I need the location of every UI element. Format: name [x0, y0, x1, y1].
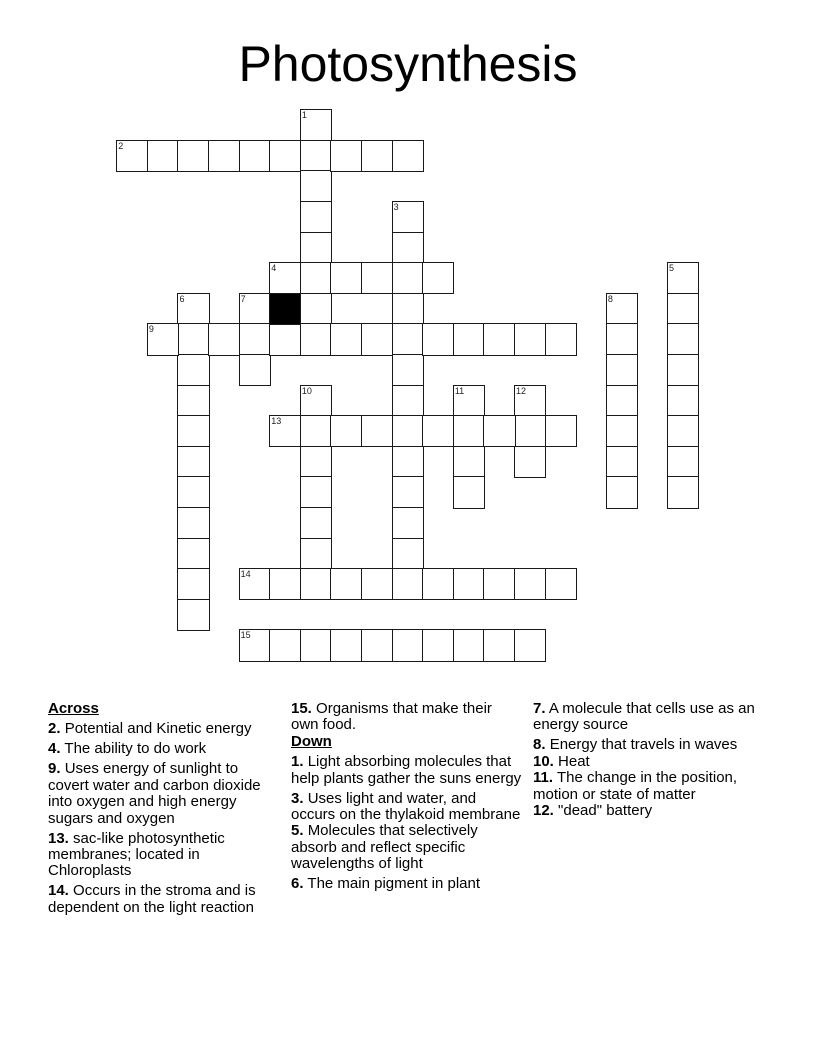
- grid-cell[interactable]: [300, 629, 332, 661]
- puzzle-title: Photosynthesis: [238, 36, 578, 92]
- grid-cell[interactable]: [361, 140, 393, 172]
- clue-number: 1: [301, 110, 307, 121]
- clues-column-3: [533, 701, 763, 823]
- grid-cell[interactable]: [177, 140, 209, 172]
- grid-cell[interactable]: [300, 232, 332, 264]
- grid-cell[interactable]: [300, 538, 332, 570]
- grid-cell[interactable]: [392, 262, 424, 294]
- grid-cell[interactable]: [300, 170, 332, 202]
- grid-cell[interactable]: [667, 476, 699, 508]
- clue-number: 14: [240, 569, 251, 580]
- clue-number: 7: [240, 293, 246, 304]
- clue-number: 3: [393, 202, 399, 213]
- clue-across-13: 13. sac-like photosynthetic membranes; located in Chloroplasts: [48, 829, 225, 880]
- clue-number: 4: [271, 263, 277, 274]
- clue-number: 8: [607, 293, 613, 304]
- grid-cell[interactable]: [330, 415, 362, 447]
- grid-cell[interactable]: [208, 140, 240, 172]
- grid-cell[interactable]: [667, 262, 699, 294]
- grid-cell[interactable]: [300, 201, 332, 233]
- grid-cell[interactable]: [177, 599, 209, 631]
- grid-cell[interactable]: [361, 262, 393, 294]
- clue-down-8: 8. Energy that travels in waves: [533, 736, 738, 754]
- grid-cell[interactable]: [392, 323, 424, 355]
- grid-cell[interactable]: [392, 293, 424, 325]
- clue-down-1: 1. Light absorbing molecules that help plants gather the suns energy: [291, 753, 522, 787]
- grid-cell[interactable]: [177, 507, 209, 539]
- grid-cell[interactable]: [300, 385, 332, 417]
- grid-cell[interactable]: [177, 323, 209, 355]
- grid-cell[interactable]: [514, 323, 546, 355]
- grid-cell[interactable]: [300, 476, 332, 508]
- clue-number: 10: [301, 385, 312, 396]
- grid-cell[interactable]: [300, 109, 332, 141]
- grid-cell[interactable]: [330, 262, 362, 294]
- grid-cell[interactable]: [392, 446, 424, 478]
- grid-cell[interactable]: [483, 323, 515, 355]
- grid-cell[interactable]: [606, 385, 638, 417]
- grid-cell[interactable]: [300, 323, 332, 355]
- grid-cell[interactable]: [361, 323, 393, 355]
- grid-cell[interactable]: [239, 354, 271, 386]
- clue-down-6: 6. The main pigment in plant: [291, 875, 481, 893]
- grid-cell[interactable]: [177, 446, 209, 478]
- grid-cell[interactable]: [147, 323, 179, 355]
- clue-across-2: 2. Potential and Kinetic energy: [48, 720, 252, 738]
- grid-cell[interactable]: [667, 293, 699, 325]
- grid-cell[interactable]: [239, 323, 271, 355]
- grid-cell[interactable]: [453, 568, 485, 600]
- grid-cell[interactable]: [453, 323, 485, 355]
- grid-cell[interactable]: [392, 140, 424, 172]
- grid-cell[interactable]: [392, 354, 424, 386]
- grid-cell[interactable]: [361, 629, 393, 661]
- grid-cell[interactable]: [300, 507, 332, 539]
- clue-across-14: 14. Occurs in the stroma and is dependent on the light reaction: [48, 882, 256, 916]
- grid-cell[interactable]: [667, 385, 699, 417]
- clues-column-2: [291, 701, 523, 896]
- grid-cell[interactable]: [392, 201, 424, 233]
- clue-down-11: 11. The change in the position, motion or state of matter: [533, 769, 738, 803]
- grid-cell[interactable]: [514, 446, 546, 478]
- clue-down-12: 12. "dead" battery: [533, 802, 653, 820]
- grid-cell[interactable]: [300, 262, 332, 294]
- clue-number: 15: [240, 630, 251, 641]
- grid-cell[interactable]: [177, 385, 209, 417]
- grid-cell[interactable]: [545, 323, 577, 355]
- grid-cell[interactable]: [514, 415, 546, 447]
- down-heading: Down: [291, 732, 332, 750]
- grid-cell[interactable]: [361, 415, 393, 447]
- grid-cell[interactable]: [300, 446, 332, 478]
- clue-number: 5: [669, 263, 675, 274]
- grid-cell[interactable]: [269, 568, 301, 600]
- grid-cell[interactable]: [514, 385, 546, 417]
- clue-down-10: 10. Heat: [533, 752, 590, 770]
- black-cell: [269, 293, 301, 325]
- grid-cell[interactable]: [392, 232, 424, 264]
- clue-number: 13: [271, 416, 282, 427]
- grid-cell[interactable]: [453, 446, 485, 478]
- grid-cell[interactable]: [392, 507, 424, 539]
- grid-cell[interactable]: [239, 568, 271, 600]
- grid-cell[interactable]: [330, 323, 362, 355]
- grid-cell[interactable]: [177, 476, 209, 508]
- grid-cell[interactable]: [667, 354, 699, 386]
- grid-cell[interactable]: [239, 293, 271, 325]
- grid-cell[interactable]: [483, 629, 515, 661]
- grid-cell[interactable]: [330, 629, 362, 661]
- grid-cell[interactable]: [453, 629, 485, 661]
- clue-across-15: 15. Organisms that make their own food.: [291, 700, 492, 734]
- grid-cell[interactable]: [392, 415, 424, 447]
- clue-down-3: 3. Uses light and water, and occurs on the thylakoid membrane: [291, 789, 521, 824]
- grid-cell[interactable]: [422, 415, 454, 447]
- clue-down-7: 7. A molecule that cells use as an energy source: [533, 700, 755, 734]
- grid-cell[interactable]: [208, 323, 240, 355]
- grid-cell[interactable]: [545, 415, 577, 447]
- grid-cell[interactable]: [392, 538, 424, 570]
- grid-cell[interactable]: [177, 568, 209, 600]
- grid-cell[interactable]: [422, 568, 454, 600]
- grid-cell[interactable]: [177, 538, 209, 570]
- grid-cell[interactable]: [116, 140, 148, 172]
- grid-cell[interactable]: [269, 323, 301, 355]
- grid-cell[interactable]: [453, 385, 485, 417]
- grid-cell[interactable]: [392, 385, 424, 417]
- clue-down-5: 5. Molecules that selectively absorb and reflect specific wavelengths of light: [291, 822, 478, 873]
- clues-column-1: [48, 701, 278, 920]
- grid-cell[interactable]: [269, 262, 301, 294]
- clue-number: 2: [118, 140, 124, 151]
- grid-cell[interactable]: [177, 415, 209, 447]
- grid-cell[interactable]: [606, 354, 638, 386]
- grid-cell[interactable]: [606, 415, 638, 447]
- grid-cell[interactable]: [453, 476, 485, 508]
- clue-number: 11: [454, 385, 465, 396]
- grid-cell[interactable]: [606, 476, 638, 508]
- grid-cell[interactable]: [392, 568, 424, 600]
- grid-cell[interactable]: [361, 568, 393, 600]
- grid-cell[interactable]: [300, 293, 332, 325]
- grid-cell[interactable]: [606, 446, 638, 478]
- grid-cell[interactable]: [330, 568, 362, 600]
- clue-across-9: 9. Uses energy of sunlight to covert water and carbon dioxide into oxygen and high energy sugars and oxygen: [48, 760, 261, 827]
- grid-cell[interactable]: [269, 140, 301, 172]
- clue-across-4: 4. The ability to do work: [48, 740, 207, 758]
- grid-cell[interactable]: [147, 140, 179, 172]
- grid-cell[interactable]: [422, 323, 454, 355]
- grid-cell[interactable]: [453, 415, 485, 447]
- grid-cell[interactable]: [269, 415, 301, 447]
- across-heading: Across: [48, 700, 99, 717]
- grid-cell[interactable]: [422, 262, 454, 294]
- grid-cell[interactable]: [667, 323, 699, 355]
- grid-cell[interactable]: [667, 415, 699, 447]
- grid-cell[interactable]: [269, 629, 301, 661]
- grid-cell[interactable]: [177, 293, 209, 325]
- grid-cell[interactable]: [330, 140, 362, 172]
- grid-cell[interactable]: [392, 629, 424, 661]
- grid-cell[interactable]: [392, 476, 424, 508]
- grid-cell[interactable]: [300, 568, 332, 600]
- grid-cell[interactable]: [239, 629, 271, 661]
- grid-cell[interactable]: [300, 140, 332, 172]
- grid-cell[interactable]: [514, 629, 546, 661]
- grid-cell[interactable]: [667, 446, 699, 478]
- grid-cell[interactable]: [300, 415, 332, 447]
- grid-cell[interactable]: [606, 323, 638, 355]
- grid-cell[interactable]: [177, 354, 209, 386]
- grid-cell[interactable]: [239, 140, 271, 172]
- grid-cell[interactable]: [514, 568, 546, 600]
- grid-cell[interactable]: [422, 629, 454, 661]
- grid-cell[interactable]: [483, 415, 515, 447]
- clue-number: 6: [179, 293, 185, 304]
- clue-number: 12: [516, 385, 527, 396]
- grid-cell[interactable]: [545, 568, 577, 600]
- grid-cell[interactable]: [483, 568, 515, 600]
- grid-cell[interactable]: [606, 293, 638, 325]
- clue-number: 9: [148, 324, 154, 335]
